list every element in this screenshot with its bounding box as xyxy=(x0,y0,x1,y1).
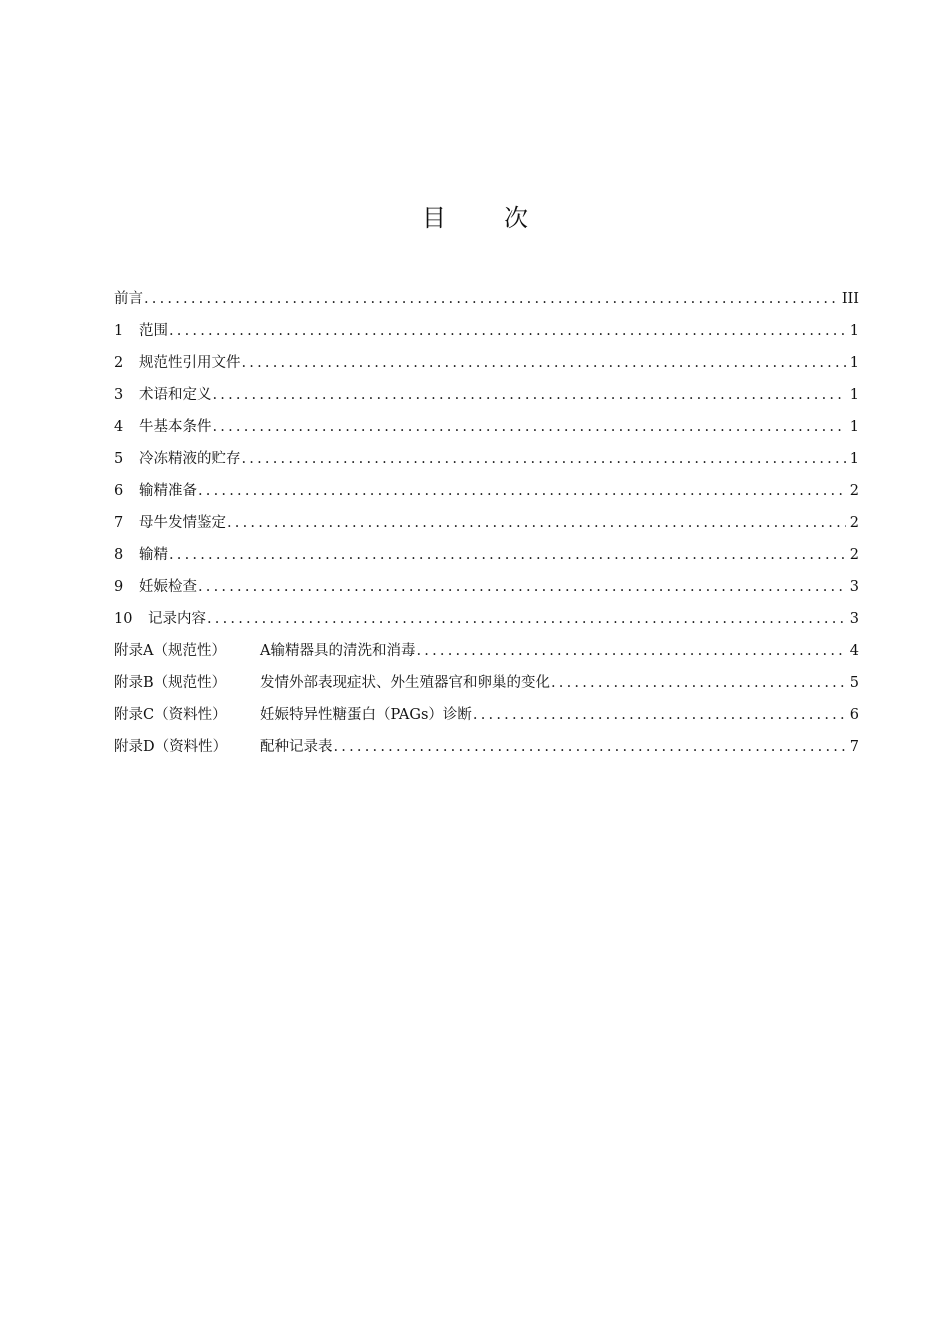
toc-entry-number: 6 xyxy=(114,483,124,499)
toc-leader-dots xyxy=(416,638,845,664)
toc-entry-4[interactable] xyxy=(114,414,859,446)
toc-entry-2[interactable] xyxy=(114,350,859,382)
toc-page-number: 1 xyxy=(849,355,859,371)
toc-entry-5[interactable] xyxy=(114,446,859,478)
toc-entry-annex-b[interactable] xyxy=(114,670,859,702)
toc-entry-number: 2 xyxy=(114,355,124,371)
toc-leader-dots xyxy=(169,542,846,568)
toc-entry-number: 10 xyxy=(114,611,133,627)
toc-entry-title: A输精器具的清洗和消毒 xyxy=(260,643,416,659)
table-of-contents xyxy=(114,286,859,766)
toc-leader-dots xyxy=(227,510,846,536)
toc-entry-number: 3 xyxy=(114,387,124,403)
toc-annex-label: 附录A（规范性） xyxy=(114,643,226,659)
toc-heading xyxy=(0,198,950,233)
toc-leader-dots xyxy=(473,702,846,728)
toc-leader-dots xyxy=(213,414,846,440)
toc-entry-title: 冷冻精液的贮存 xyxy=(139,451,241,467)
toc-entry-10[interactable] xyxy=(114,606,859,638)
toc-entry-1[interactable] xyxy=(114,318,859,350)
toc-entry-6[interactable] xyxy=(114,478,859,510)
toc-entry-8[interactable] xyxy=(114,542,859,574)
toc-page-number: 6 xyxy=(849,707,859,723)
toc-entry-number: 4 xyxy=(114,419,124,435)
toc-entry-title: 规范性引用文件 xyxy=(139,355,241,371)
toc-leader-dots xyxy=(169,318,846,344)
toc-page-number: 2 xyxy=(849,483,859,499)
toc-leader-dots xyxy=(242,350,846,376)
toc-annex-label: 附录B（规范性） xyxy=(114,675,227,691)
toc-page-number: 4 xyxy=(849,643,859,659)
toc-leader-dots xyxy=(144,286,838,312)
toc-leader-dots xyxy=(198,478,846,504)
toc-entry-annex-c[interactable] xyxy=(114,702,859,734)
toc-heading-char-2: 次 xyxy=(504,204,528,232)
toc-leader-dots xyxy=(207,606,846,632)
toc-leader-dots xyxy=(213,382,846,408)
toc-page-number: 1 xyxy=(849,451,859,467)
toc-entry-title: 前言 xyxy=(114,291,143,307)
toc-entry-title: 输精 xyxy=(139,547,168,563)
toc-entry-title: 牛基本条件 xyxy=(139,419,212,435)
toc-page-number: 2 xyxy=(849,547,859,563)
toc-page-number: 1 xyxy=(849,419,859,435)
toc-entry-7[interactable] xyxy=(114,510,859,542)
toc-page-number: 3 xyxy=(849,611,859,627)
toc-heading-char-1: 目 xyxy=(422,204,446,232)
toc-entry-title: 记录内容 xyxy=(148,611,206,627)
toc-entry-annex-d[interactable] xyxy=(114,734,859,766)
toc-entry-3[interactable] xyxy=(114,382,859,414)
toc-entry-title: 配种记录表 xyxy=(260,739,333,755)
toc-entry-title: 发情外部表现症状、外生殖器官和卵巢的变化 xyxy=(260,675,550,691)
toc-entry-9[interactable] xyxy=(114,574,859,606)
toc-page-number: 3 xyxy=(849,579,859,595)
toc-annex-label: 附录C（资料性） xyxy=(114,707,227,723)
toc-entry-title: 范围 xyxy=(139,323,168,339)
toc-entry-number: 1 xyxy=(114,323,124,339)
toc-page-number: 1 xyxy=(849,387,859,403)
toc-entry-title: 妊娠特异性糖蛋白（PAGs）诊断 xyxy=(260,707,472,723)
toc-entry-annex-a[interactable] xyxy=(114,638,859,670)
toc-entry-title: 妊娠检查 xyxy=(139,579,197,595)
toc-entry-number: 5 xyxy=(114,451,124,467)
toc-entry-foreword[interactable] xyxy=(114,286,859,318)
toc-leader-dots xyxy=(198,574,846,600)
toc-leader-dots xyxy=(551,670,846,696)
toc-entry-title: 术语和定义 xyxy=(139,387,212,403)
toc-page-number: III xyxy=(841,291,859,307)
toc-leader-dots xyxy=(334,734,846,760)
toc-page-number: 2 xyxy=(849,515,859,531)
toc-entry-number: 8 xyxy=(114,547,124,563)
toc-entry-number: 7 xyxy=(114,515,124,531)
toc-page-number: 1 xyxy=(849,323,859,339)
toc-annex-label: 附录D（资料性） xyxy=(114,739,228,755)
toc-entry-number: 9 xyxy=(114,579,124,595)
toc-page-number: 5 xyxy=(849,675,859,691)
toc-entry-title: 输精准备 xyxy=(139,483,197,499)
toc-page-number: 7 xyxy=(849,739,859,755)
toc-leader-dots xyxy=(242,446,846,472)
toc-entry-title: 母牛发情鉴定 xyxy=(139,515,226,531)
